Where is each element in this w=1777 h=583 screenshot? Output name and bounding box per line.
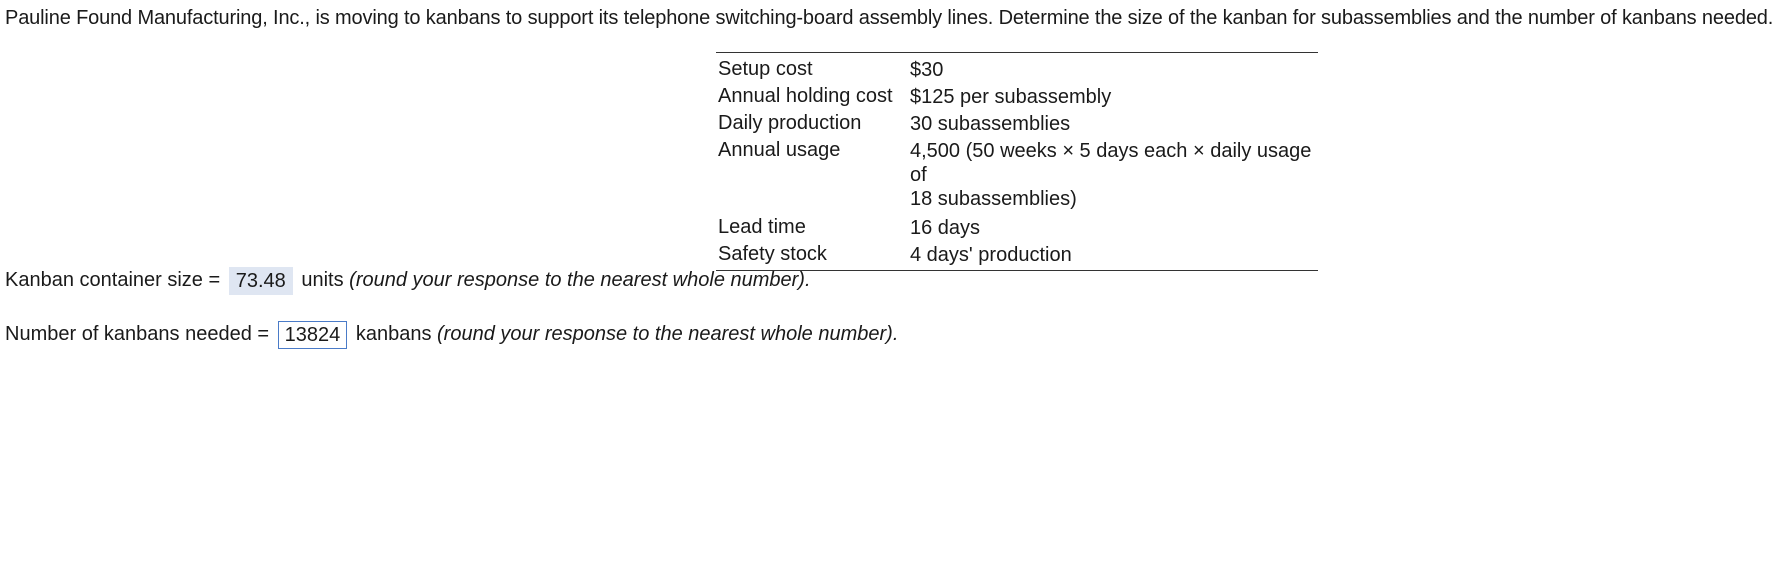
kanbans-needed-hint: (round your response to the nearest whole number).: [437, 323, 899, 345]
row-value: 4 days' production: [910, 244, 1072, 266]
data-table: [716, 52, 1318, 271]
row-value: $30: [910, 59, 944, 81]
table-row: [716, 56, 1318, 83]
table-row: [716, 214, 1318, 241]
row-value: 30 subassemblies: [910, 113, 1071, 135]
container-size-input[interactable]: 73.48: [229, 267, 293, 295]
row-label: Safety stock: [718, 243, 827, 265]
row-label: Annual usage: [718, 139, 841, 161]
kanbans-needed-line: [5, 320, 898, 349]
table-row: [716, 110, 1318, 137]
kanbans-needed-prefix: Number of kanbans needed =: [5, 323, 270, 345]
container-size-prefix: Kanban container size =: [5, 269, 221, 291]
row-value: [910, 137, 1318, 214]
row-value-line: 4,500 (50 weeks × 5 days each × daily usage of: [910, 140, 1312, 186]
row-label: Lead time: [718, 216, 806, 238]
row-value-line: 18 subassemblies): [910, 188, 1077, 210]
row-label: Setup cost: [718, 58, 813, 80]
table-row: [716, 83, 1318, 110]
kanbans-needed-unit: kanbans: [355, 323, 432, 345]
container-size-line: [5, 266, 811, 295]
row-label: Daily production: [718, 112, 862, 134]
row-value: 16 days: [910, 217, 981, 239]
table-row: [716, 137, 1318, 214]
kanbans-needed-input[interactable]: 13824: [278, 321, 348, 349]
container-size-unit: units: [301, 269, 344, 291]
question-text: Pauline Found Manufacturing, Inc., is moving to kanbans to support its telephone switching-board assembly lines. Determine the size of the kanban for subassemblies and the number of kanbans needed.: [5, 7, 1774, 29]
table-row: [716, 241, 1318, 268]
row-value: $125 per subassembly: [910, 86, 1112, 108]
row-label: Annual holding cost: [718, 85, 893, 107]
container-size-hint: (round your response to the nearest whole number).: [349, 269, 811, 291]
